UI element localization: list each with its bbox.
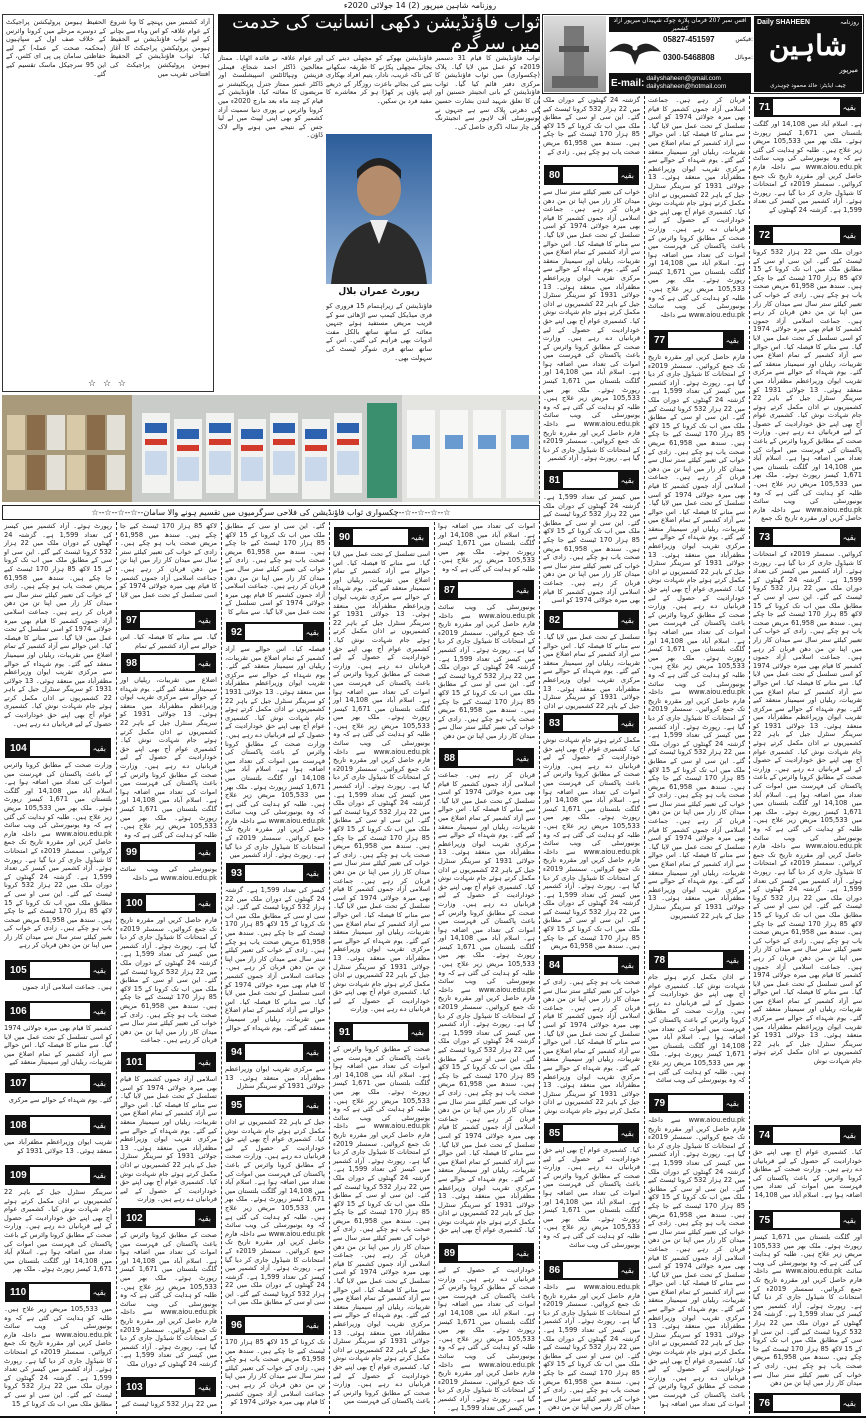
continued-box-103: [121, 1377, 216, 1397]
continued-box-80: [544, 165, 639, 185]
fax-number: 05827-451597: [663, 35, 715, 44]
logo-block: [754, 16, 862, 92]
goods-item: [107, 415, 125, 450]
continued-label: بقیہ: [195, 655, 214, 671]
continued-label: بقیہ: [723, 332, 742, 348]
column-text: کشمیر کا قیام بھی میرہ جولائی 1974 کو اسی تسلسل کے تحت عمل میں لایا گیا۔ سے منانے کا فیصلہ کیا۔ اس حوالے سے آزاد کشمیر کے تمام اضلاع میں تقریبات، ریلیاں اور سیمینار منعقد کیے: [4, 1024, 112, 1067]
column-text: تک کرونا کے 15 لاکھ 85 ہزار 170 ٹیسٹ کیے جا چکے ہیں۔ سندھ میں 61,958 مریض صحت یاب ہو چکے ہیں۔ زادی کے خواب کی تعبیر کیلئے ستر سال سے میدان کار زار میں اپنا تن من دھن قربان کر رہے ہیں۔ جماعت اسلامی آزاد جموں کشمیر کا قیام بھی میرہ جولائی 1974 کو: [225, 1338, 325, 1407]
continued-number: 109: [7, 1167, 30, 1183]
continued-box-108: [5, 1115, 111, 1135]
column-text: کیسز کی تعداد 1,599 ہے۔ گزشتہ 24 گھنٹوں کے دوران ملک میں 22 ہزار 532 کرونا ٹیسٹ کیے گئے۔ این سی او سی کے مطابق ملک میں اب تک کرونا کے 15 لاکھ 85 ہزار 170 ٹیسٹ کیے جا چکے ہیں۔ سندھ میں 61,958 مریض صحت یاب ہو چکے ہیں۔ زادی کے خواب کی تعبیر کیلئے ستر سال سے میدان کار زار میں اپنا تن من دھن قربان کر رہے ہیں۔ جماعت اسلامی آزاد جموں کشمیر کا قیام بھی میرہ جولائی 1974 کو اسی تسلسل کے تحت عمل میں لایا گیا۔ سے منانے کا فیصلہ کیا۔ اس حوالے سے آزاد کشمیر کے تمام اضلاع میں تقریبات، ریلیاں اور سیمینار منعقد کیے گئے۔ یوم شہداء کے حوالے: [225, 886, 325, 1032]
continued-label: بقیہ: [90, 1284, 109, 1300]
continued-label: بقیہ: [513, 1245, 532, 1261]
column-text: گیا۔ سے منانے کا فیصلہ کیا۔ اس حوالے سے آزاد کشمیر کے تمام: [120, 633, 217, 650]
continued-label: بقیہ: [303, 624, 322, 640]
lead-col-2: فاؤنڈیشن بھوکے کو مچھلی دینے کی بجائے مچھلی پکڑنے کا طریقہ سکھانے کی تاکہ غریب، نادار، یتیم افراد بھکاری بننے کی بجائے باعزت روزگار کے ذریعے اپنے پاؤں پر کھڑا ہو کر معاشرے کا مفید فرد بن سکیں۔: [326, 54, 432, 105]
column-text: نے اذان مکمل کرتے ہوئے جام شہادت نوش کیا۔ کشمیری عوام آج بھی اپنے حق خودارادیت کے حصول کے لیے قربانیاں دے رہے ہیں۔ وزارت صحت کے مطابق کرونا وائرس کے باعث پاکستان کی فہرست میں اموات کی تعداد میں اضافہ ہوا ہے۔ اسلام آباد میں 14,108 اور گلگت بلتستان میں 1,671 کیسز رپورٹ ہوئے۔ ملک بھر میں 105,533 مریض زیر علاج ہیں۔ طلبہ کو ہدایت کی گئی ہے کہ وہ یونیورسٹی کی ویب سائٹ: [648, 973, 745, 1085]
lead-col-3: اور عوام علاقہ نے فائدہ اٹھایا۔ ممتاز معالجین ڈاکٹر احمد شجاع، فیملی فزیشن وہپاٹائٹس اسپیشلسٹ اور ڈاکٹر عمیر ممتاز جنرل پریکٹیشنر نے مریضوں کا معائنہ کیا۔ فاؤنڈیشن کے قیام کے چند ماہ بعد مارچ 2020ء میں کرونا وائرس نے پوری دنیا سمیت آزاد کشمیر کو بھی اپنی لپیٹ میں لے لیا جس کے نتیجے میں ہونے والے لاک ڈاؤن۔: [218, 54, 323, 140]
column-text: دوران ملک میں 22 ہزار 532 کرونا ٹیسٹ کیے گئے۔ این سی او سی کے مطابق ملک میں اب تک کرونا کے 15 لاکھ 85 ہزار 170 ٹیسٹ کیے جا چکے ہیں۔ سندھ میں 61,958 مریض صحت یاب ہو چکے ہیں۔ زادی کے خواب کی تعبیر کیلئے ستر سال سے میدان کار زار میں اپنا تن من دھن قربان کر رہے ہیں۔ جماعت اسلامی آزاد جموں کشمیر کا قیام بھی میرہ جولائی 1974 کو اسی تسلسل کے تحت عمل میں لایا گیا۔ سے منانے کا فیصلہ کیا۔ اس حوالے سے آزاد کشمیر کے تمام اضلاع میں تقریبات، ریلیاں اور سیمینار منعقد کیے گئے۔ یوم شہداء کے حوالے سے مرکزی تقریب ایوان وزیراعظم مظفرآباد میں منعقد ہوئی۔ 13 جولائی 1931 کو سرینگر سنٹرل جیل کے باہر 22 کشمیریوں نے اذان مکمل کرتے ہوئے جام شہادت نوش کیا۔ کشمیری عوام آج بھی اپنے حق خودارادیت کے حصول کے لیے قربانیاں دے رہے ہیں۔ وزارت صحت کے مطابق کرونا وائرس کے باعث پاکستان کی فہرست میں اموات کی تعداد میں اضافہ ہوا ہے۔ اسلام آباد میں 14,108 اور گلگت بلتستان میں 1,671 کیسز رپورٹ ہوئے۔ ملک بھر میں 105,533 مریض زیر علاج ہیں۔ طلبہ کو ہدایت کی گئی ہے کہ وہ یونیورسٹی کی ویب سائٹ www.aiou.edu.pk سے داخلہ فارم حاصل کریں اور مقررہ تاریخ تک جمع: [753, 248, 863, 523]
column-text: اموات کی تعداد میں اضافہ ہوا ہے۔ اسلام آباد میں 14,108 اور گلگت بلتستان میں 1,671 کیسز رپورٹ ہوئے۔ ملک بھر میں 105,533 مریض زیر علاج ہیں۔ طلبہ کو ہدایت کی گئی ہے کہ وہ: [438, 522, 536, 573]
eagle-icon: [609, 37, 661, 69]
continued-label: بقیہ: [303, 1317, 322, 1333]
editor-line: چیف ایڈیٹر: خالد محمود چوہدری: [770, 83, 846, 89]
goods-item: [473, 410, 501, 498]
continued-box-93: [226, 863, 324, 883]
continued-box-73: [754, 527, 861, 547]
column-text: کیا۔ کشمیری عوام آج بھی اپنے حق خودارادیت کے حصول کے لیے قربانیاں دے رہے ہیں۔ وزارت صحت کے مطابق کرونا وائرس کے باعث پاکستان کی فہرست میں اموات کی تعداد میں اضافہ ہوا ہے۔ اسلام آباد میں 14,108 اور گلگت بلتستان میں 1,671 کیسز رپورٹ ہوئے۔ ملک بھر میں 105,533 مریض زیر علاج ہیں۔ طلبہ کو ہدایت کی گئی ہے کہ وہ یونیورسٹی کی ویب سائٹ: [543, 1146, 641, 1249]
continued-label: بقیہ: [303, 865, 322, 881]
continued-number: 96: [228, 1317, 245, 1333]
goods-item: [47, 455, 65, 490]
goods-item: [145, 439, 167, 445]
column-text: خواب کی تعبیر کیلئے ستر سال سے میدان کار زار میں اپنا تن من دھن قربان کر رہے ہیں۔ جماعت اسلامی آزاد جموں کشمیر کا قیام بھی میرہ جولائی 1974 کو اسی تسلسل کے تحت عمل میں لایا گیا۔ سے منانے کا فیصلہ کیا۔ اس حوالے سے آزاد کشمیر کے تمام اضلاع میں تقریبات، ریلیاں اور سیمینار منعقد کیے گئے۔ یوم شہداء کے حوالے سے مرکزی تقریب ایوان وزیراعظم مظفرآباد میں منعقد ہوئی۔ 13 جولائی 1931 کو سرینگر سنٹرل جیل کے باہر 22 کشمیریوں نے اذان مکمل کرتے ہوئے جام شہادت نوش کیا۔ کشمیری عوام آج بھی اپنے حق خودارادیت کے حصول کے لیے قربانیاں دے رہے ہیں۔ وزارت صحت کے مطابق کرونا وائرس کے باعث پاکستان کی فہرست میں اموات کی تعداد میں اضافہ ہوا ہے۔ اسلام آباد میں 14,108 اور گلگت بلتستان میں 1,671 کیسز رپورٹ ہوئے۔ ملک بھر میں 105,533 مریض زیر علاج ہیں۔ طلبہ کو ہدایت کی گئی ہے کہ وہ یونیورسٹی کی ویب سائٹ www.aiou.edu.pk سے داخلہ فارم حاصل کریں اور مقررہ تاریخ تک جمع کروائیں۔ سمسٹر 2019ء کے امتحانات کا شیڈول جاری کر دیا گیا ہے۔ رپورٹ ہوئے۔ آزاد کشمیر: [543, 188, 641, 463]
continued-number: 87: [441, 582, 458, 598]
continued-box-90: [334, 527, 429, 547]
office-address: آفس نمبر 207 فرمان پلازہ چوک شہیداں میرپور آزاد کشمیر: [609, 17, 751, 32]
continued-box-83: [544, 713, 639, 733]
column-text: ہے۔ اسلام آباد میں 14,108 اور گلگت بلتستان میں 1,671 کیسز رپورٹ ہوئے۔ ملک بھر میں 105,533 مریض زیر علاج ہیں۔ طلبہ کو ہدایت کی گئی ہے کہ وہ یونیورسٹی کی ویب سائٹ www.aiou.edu.pk سے داخلہ فارم حاصل کریں اور مقررہ تاریخ تک جمع کروائیں۔ سمسٹر 2019ء کے امتحانات کا شیڈول جاری کر دیا گیا ہے۔ رپورٹ ہوئے۔ آزاد کشمیر میں کیسز کی تعداد 1,599 ہے۔ گزشتہ 24 گھنٹوں کے: [753, 120, 863, 214]
continued-label: بقیہ: [195, 1210, 214, 1226]
column-text: کروائیں۔ سمسٹر 2019ء کے امتحانات کا شیڈول جاری کر دیا گیا ہے۔ رپورٹ ہوئے۔ آزاد کشمیر میں کیسز کی تعداد 1,599 ہے۔ گزشتہ 24 گھنٹوں کے دوران ملک میں 22 ہزار 532 کرونا ٹیسٹ کیے گئے۔ این سی او سی کے مطابق ملک میں اب تک کرونا کے 15 لاکھ 85 ہزار 170 ٹیسٹ کیے جا چکے ہیں۔ سندھ میں 61,958 مریض صحت یاب ہو چکے ہیں۔ زادی کے خواب کی تعبیر کیلئے ستر سال سے میدان کار زار میں اپنا تن من دھن قربان کر رہے ہیں۔ جماعت اسلامی آزاد جموں کشمیر کا قیام بھی میرہ جولائی 1974 کو اسی تسلسل کے تحت عمل میں لایا گیا۔ سے منانے کا فیصلہ کیا۔ اس حوالے سے آزاد کشمیر کے تمام اضلاع میں تقریبات، ریلیاں اور سیمینار منعقد کیے گئے۔ یوم شہداء کے حوالے سے مرکزی تقریب ایوان وزیراعظم مظفرآباد میں منعقد ہوئی۔ 13 جولائی 1931 کو سرینگر سنٹرل جیل کے باہر 22 کشمیریوں نے اذان مکمل کرتے ہوئے جام شہادت نوش کیا۔ کشمیری عوام آج بھی اپنے حق خودارادیت کے حصول کے لیے قربانیاں دے رہے ہیں۔ وزارت صحت کے مطابق کرونا وائرس کے باعث پاکستان کی فہرست میں اموات کی تعداد میں اضافہ ہوا ہے۔ اسلام آباد میں 14,108 اور گلگت بلتستان میں 1,671 کیسز رپورٹ ہوئے۔ ملک بھر میں 105,533 مریض زیر علاج ہیں۔ طلبہ کو ہدایت کی گئی ہے کہ وہ یونیورسٹی کی ویب سائٹ www.aiou.edu.pk سے داخلہ فارم حاصل کریں اور مقررہ تاریخ تک جمع کروائیں۔ سمسٹر 2019ء کے امتحانات کا شیڈول جاری کر دیا گیا ہے۔ رپورٹ ہوئے۔ آزاد کشمیر میں کیسز کی تعداد 1,599 ہے۔ گزشتہ 24 گھنٹوں کے دوران ملک میں 22 ہزار 532 کرونا ٹیسٹ کیے گئے۔ این سی او سی کے مطابق ملک میں اب تک کرونا کے 15 لاکھ 85 ہزار 170 ٹیسٹ کیے جا چکے ہیں۔ سندھ میں 61,958 مریض صحت یاب ہو چکے ہیں۔ زادی کے خواب کی تعبیر کیلئے ستر سال سے میدان کار زار میں اپنا تن من دھن قربان کر رہے ہیں۔ جماعت اسلامی آزاد جموں کشمیر کا قیام بھی میرہ جولائی 1974 کو اسی تسلسل کے تحت عمل میں لایا گیا۔ سے منانے کا فیصلہ کیا۔ اس حوالے سے آزاد کشمیر کے تمام اضلاع میں تقریبات، ریلیاں اور سیمینار منعقد کیے گئے۔ یوم شہداء کے حوالے سے مرکزی تقریب ایوان وزیراعظم مظفرآباد میں منعقد ہوئی۔ 13 جولائی 1931 کو سرینگر سنٹرل جیل کے باہر 22 کشمیریوں نے اذان مکمل کرتے ہوئے جام شہادت نوش: [753, 550, 863, 1066]
goods-item: [337, 439, 359, 445]
distribution-photos: [2, 395, 540, 502]
column-text: لاکھ 85 ہزار 170 ٹیسٹ کیے جا چکے ہیں۔ سندھ میں 61,958 مریض صحت یاب ہو چکے ہیں۔ زادی کے خواب کی تعبیر کیلئے ستر سال سے میدان کار زار میں اپنا تن من دھن قربان کر رہے ہیں۔ جماعت اسلامی آزاد جموں کشمیر کا قیام بھی میرہ جولائی 1974 کو اسی تسلسل کے تحت عمل میں لایا: [120, 522, 217, 599]
continued-box-109: [5, 1165, 111, 1185]
headline: ثواب فاؤنڈیشن دکھی انسانیت کی خدمت میں سرگرم: [232, 12, 540, 54]
continued-number: 102: [123, 1210, 146, 1226]
continued-number: 90: [336, 529, 353, 545]
goods-item: [27, 455, 45, 490]
goods-item: [367, 403, 397, 498]
continued-label: بقیہ: [90, 1167, 109, 1183]
continued-number: 93: [228, 865, 245, 881]
goods-item: [87, 415, 105, 450]
continued-number: 92: [228, 624, 245, 640]
page-bottom-rule: [0, 1416, 866, 1418]
continued-number: 98: [123, 655, 140, 671]
continued-label: بقیہ: [840, 529, 859, 545]
continued-label: بقیہ: [513, 750, 532, 766]
tagline: روزنامہ: [840, 19, 859, 26]
continued-label: بقیہ: [303, 1097, 322, 1113]
continued-box-110: [5, 1282, 111, 1302]
continued-number: 104: [7, 740, 30, 756]
continued-label: بقیہ: [90, 962, 109, 978]
column-text: www.aiou.edu.pk سے داخلہ فارم حاصل کریں اور مقررہ تاریخ تک جمع کروائیں۔ سمسٹر 2019ء کے امتحانات کا شیڈول جاری کر دیا گیا ہے۔ رپورٹ ہوئے۔ آزاد کشمیر میں کیسز کی تعداد 1,599 ہے۔ گزشتہ 24 گھنٹوں کے دوران ملک میں 22 ہزار 532 کرونا ٹیسٹ کیے گئے۔ این سی او سی کے مطابق ملک میں اب تک کرونا کے 15 لاکھ 85 ہزار 170 ٹیسٹ کیے جا چکے ہیں۔ سندھ میں 61,958 مریض صحت یاب ہو چکے ہیں۔ زادی کے خواب کی تعبیر کیلئے ستر سال سے میدان کار زار میں اپنا تن من دھن: [543, 1283, 640, 1412]
continued-box-78: [649, 950, 744, 970]
goods-item: [305, 457, 327, 481]
email-1[interactable]: dailyshaheen@gmail.com: [646, 75, 721, 82]
continued-label: بقیہ: [195, 895, 214, 911]
goods-item: [107, 455, 125, 490]
column-text: جیل کے باہر 22 کشمیریوں نے اذان مکمل کرتے ہوئے جام شہادت نوش کیا۔ کشمیری عوام آج بھی اپنے حق خودارادیت کے حصول کے لیے قربانیاں دے رہے ہیں۔ وزارت صحت کے مطابق کرونا وائرس کے باعث پاکستان کی فہرست میں اموات کی تعداد میں اضافہ ہوا ہے۔ اسلام آباد میں 14,108 اور گلگت بلتستان میں 1,671 کیسز رپورٹ ہوئے۔ ملک بھر میں 105,533 مریض زیر علاج ہیں۔ طلبہ کو ہدایت کی گئی ہے کہ وہ یونیورسٹی کی ویب سائٹ www.aiou.edu.pk سے داخلہ فارم حاصل کریں اور مقررہ تاریخ تک جمع کروائیں۔ سمسٹر 2019ء کے امتحانات کا شیڈول جاری کر دیا گیا ہے۔ رپورٹ ہوئے۔ آزاد کشمیر میں کیسز کی تعداد 1,599 ہے۔ گزشتہ 24 گھنٹوں کے دوران ملک میں 22 ہزار 532 کرونا ٹیسٹ کیے گئے۔ این سی او سی کے مطابق ملک میں اب: [225, 1118, 326, 1307]
continued-box-85: [544, 1123, 639, 1143]
continued-number: 71: [756, 99, 773, 115]
continued-number: 101: [123, 1054, 146, 1070]
goods-item: [209, 423, 231, 433]
continued-box-77: [649, 330, 744, 350]
continued-number: 88: [441, 750, 458, 766]
goods-item: [478, 435, 496, 449]
continued-label: بقیہ: [618, 957, 637, 973]
continued-label: بقیہ: [90, 1003, 109, 1019]
continued-number: 79: [651, 1095, 668, 1111]
continued-box-104: [5, 738, 111, 758]
goods-item: [177, 445, 199, 451]
goods-item: [177, 457, 199, 481]
reporter-name: عمران بلال: [338, 287, 389, 297]
continued-label: بقیہ: [840, 1127, 859, 1143]
continued-box-89: [439, 1243, 534, 1263]
column-text: صحت کے مطابق کرونا وائرس کے باعث پاکستان کی فہرست میں اموات کی تعداد میں اضافہ ہوا ہے۔ اسلام آباد میں 14,108 اور گلگت بلتستان میں 1,671 کیسز رپورٹ ہوئے۔ ملک بھر میں 105,533 مریض زیر علاج ہیں۔ طلبہ کو ہدایت کی گئی ہے کہ وہ یونیورسٹی کی ویب سائٹ www.aiou.edu.pk سے داخلہ فارم حاصل کریں اور مقررہ تاریخ تک جمع کروائیں۔ سمسٹر 2019ء کے امتحانات کا شیڈول جاری کر دیا گیا ہے۔ رپورٹ ہوئے۔ آزاد کشمیر میں کیسز کی تعداد 1,599 ہے۔ گزشتہ 24 گھنٹوں کے دوران ملک میں 22 ہزار 532 کرونا ٹیسٹ کیے گئے۔ این سی او سی کے مطابق ملک میں اب تک کرونا کے 15 لاکھ 85 ہزار 170 ٹیسٹ کیے جا چکے ہیں۔ سندھ میں 61,958 مریض صحت یاب ہو چکے ہیں۔ زادی کے خواب کی تعبیر کیلئے ستر سال سے میدان کار زار میں اپنا تن من دھن قربان کر رہے ہیں۔ جماعت اسلامی آزاد جموں کشمیر کا قیام بھی میرہ جولائی 1974 کو اسی تسلسل کے تحت عمل میں لایا گیا۔ سے منانے کا فیصلہ کیا۔ اس حوالے سے آزاد کشمیر کے تمام اضلاع میں تقریبات، ریلیاں اور سیمینار منعقد کیے گئے۔ یوم شہداء کے حوالے سے مرکزی تقریب ایوان وزیراعظم مظفرآباد میں منعقد ہوئی۔ 13 جولائی 1931 کو سرینگر سنٹرل جیل کے باہر 22 کشمیریوں نے اذان مکمل کرتے ہوئے جام شہادت نوش کیا۔ کشمیری عوام آج بھی اپنے حق خودارادیت کے حصول کے لیے قربانیاں دے رہے ہیں۔ وزارت صحت کے مطابق کرونا وائرس کے باعث پاکستان کی فہرست میں: [333, 1045, 431, 1406]
continued-number: 97: [123, 612, 140, 628]
column-text: فارم حاصل کریں اور مقررہ تاریخ تک جمع کروائیں۔ سمسٹر 2019ء کے امتحانات کا شیڈول جاری کر دیا گیا ہے۔ رپورٹ ہوئے۔ آزاد کشمیر میں کیسز کی تعداد 1,599 ہے۔ گزشتہ 24 گھنٹوں کے دوران ملک میں 22 ہزار 532 کرونا ٹیسٹ کیے گئے۔ این سی او سی کے مطابق ملک میں اب تک کرونا کے 15 لاکھ 85 ہزار 170 ٹیسٹ کیے جا چکے ہیں۔ سندھ میں 61,958 مریض صحت یاب ہو چکے ہیں۔ زادی کے خواب کی تعبیر کیلئے ستر سال سے میدان کار زار میں اپنا تن من دھن قربان کر رہے ہیں۔ جماعت: [120, 916, 217, 1045]
continued-number: 78: [651, 952, 668, 968]
continued-label: بقیہ: [723, 952, 742, 968]
goods-item: [145, 423, 167, 433]
left-story: [2, 14, 214, 392]
continued-box-76: [754, 1393, 861, 1413]
logo-city: میرپور: [839, 66, 858, 74]
continued-box-92: [226, 622, 324, 642]
left-story-col-1: آزاد کشمیر میں پہنچے کا وبا شروع کے عوام علاقہ کو اس وباء سے بچانے کے لیے ثواب فاؤنڈیشن نے الحفیظ ہیومن پروٹیکشن پراجیکٹ کا آغاز کیا۔ ثواب فاؤنڈیشن کے الحفیظ ہیومن پروٹیکشن پراجیکٹ کی افتتاحی تقریب میں: [110, 18, 210, 78]
continued-box-74: [754, 1125, 861, 1145]
continued-label: بقیہ: [408, 1024, 427, 1040]
goods-item: [7, 455, 25, 490]
column-text: خودارادیت کے حصول کے لیے قربانیاں دے رہے ہیں۔ وزارت صحت کے مطابق کرونا وائرس کے باعث پاکستان کی فہرست میں اموات کی تعداد میں اضافہ ہوا ہے۔ اسلام آباد میں 14,108 اور گلگت بلتستان میں 1,671 کیسز رپورٹ ہوئے۔ ملک بھر میں 105,533 مریض زیر علاج ہیں۔ طلبہ کو ہدایت کی گئی ہے کہ وہ یونیورسٹی کی ویب سائٹ www.aiou.edu.pk سے داخلہ فارم حاصل کریں اور مقررہ تاریخ تک جمع کروائیں۔ سمسٹر 2019ء کے امتحانات کا شیڈول جاری کر دیا گیا ہے۔ رپورٹ ہوئے۔ آزاد کشمیر میں کیسز کی تعداد 1,599 ہے۔: [438, 1266, 536, 1412]
continued-box-81: [544, 470, 639, 490]
column-text: اور گلگت بلتستان میں 1,671 کیسز رپورٹ ہوئے۔ ملک بھر میں 105,533 مریض زیر علاج ہیں۔ طلبہ کو ہدایت کی گئی ہے کہ وہ یونیورسٹی کی ویب سائٹ www.aiou.edu.pk سے داخلہ فارم حاصل کریں اور مقررہ تاریخ تک جمع کروائیں۔ سمسٹر 2019ء کے امتحانات کا شیڈول جاری کر دیا گیا ہے۔ رپورٹ ہوئے۔ آزاد کشمیر میں کیسز کی تعداد 1,599 ہے۔ گزشتہ 24 گھنٹوں کے دوران ملک میں 22 ہزار 532 کرونا ٹیسٹ کیے گئے۔ این سی او سی کے مطابق ملک میں اب تک کرونا کے 15 لاکھ 85 ہزار 170 ٹیسٹ کیے جا چکے ہیں۔ سندھ میں 61,958 مریض صحت یاب ہو چکے ہیں۔ زادی کے خواب کی تعبیر کیلئے ستر سال سے میدان کار زار میں اپنا تن من دھن: [753, 1233, 863, 1388]
column-text: اسی تسلسل کے تحت عمل میں لایا گیا۔ سے منانے کا فیصلہ کیا۔ اس حوالے سے آزاد کشمیر کے تمام اضلاع میں تقریبات، ریلیاں اور سیمینار منعقد کیے گئے۔ یوم شہداء کے حوالے سے مرکزی تقریب ایوان وزیراعظم مظفرآباد میں منعقد ہوئی۔ 13 جولائی 1931 کو سرینگر سنٹرل جیل کے باہر 22 کشمیریوں نے اذان مکمل کرتے ہوئے جام شہادت نوش کیا۔ کشمیری عوام آج بھی اپنے حق خودارادیت کے حصول کے لیے قربانیاں دے رہے ہیں۔ وزارت صحت کے مطابق کرونا وائرس کے باعث پاکستان کی فہرست میں اموات کی تعداد میں اضافہ ہوا ہے۔ اسلام آباد میں 14,108 اور گلگت بلتستان میں 1,671 کیسز رپورٹ ہوئے۔ ملک بھر میں 105,533 مریض زیر علاج ہیں۔ طلبہ کو ہدایت کی گئی ہے کہ وہ یونیورسٹی کی ویب سائٹ www.aiou.edu.pk سے داخلہ فارم حاصل کریں اور مقررہ تاریخ تک جمع کروائیں۔ سمسٹر 2019ء کے امتحانات کا شیڈول جاری کر دیا گیا ہے۔ رپورٹ ہوئے۔ آزاد کشمیر میں کیسز کی تعداد 1,599 ہے۔ گزشتہ 24 گھنٹوں کے دوران ملک میں 22 ہزار 532 کرونا ٹیسٹ کیے گئے۔ این سی او سی کے مطابق ملک میں اب تک کرونا کے 15 لاکھ 85 ہزار 170 ٹیسٹ کیے جا چکے ہیں۔ سندھ میں 61,958 مریض صحت یاب ہو چکے ہیں۔ زادی کے خواب کی تعبیر کیلئے ستر سال سے میدان کار زار میں اپنا تن من دھن قربان کر رہے ہیں۔ جماعت اسلامی آزاد جموں کشمیر کا قیام بھی میرہ جولائی 1974 کو اسی تسلسل کے تحت عمل میں لایا گیا۔ سے منانے کا فیصلہ کیا۔ اس حوالے سے آزاد کشمیر کے تمام اضلاع میں تقریبات، ریلیاں اور سیمینار منعقد کیے گئے۔ یوم شہداء کے حوالے سے مرکزی تقریب ایوان وزیراعظم مظفرآباد میں منعقد ہوئی۔ 13 جولائی 1931 کو سرینگر سنٹرل جیل کے باہر 22 کشمیریوں نے اذان مکمل کرتے ہوئے جام شہادت نوش کیا۔ کشمیری عوام آج بھی اپنے حق خودارادیت کے حصول کے لیے قربانیاں دے رہے ہیں۔ وزارت: [333, 550, 431, 1014]
continued-number: 81: [546, 472, 563, 488]
column-text: قربان کر رہے ہیں۔ جماعت اسلامی آزاد جموں کشمیر کا قیام بھی میرہ جولائی 1974 کو اسی تسلسل کے تحت عمل میں لایا گیا۔ سے منانے کا فیصلہ کیا۔ اس حوالے سے آزاد کشمیر کے تمام اضلاع میں تقریبات، ریلیاں اور سیمینار منعقد کیے گئے۔ یوم شہداء کے حوالے سے مرکزی تقریب ایوان وزیراعظم مظفرآباد میں منعقد ہوئی۔ 13 جولائی 1931 کو سرینگر سنٹرل جیل کے باہر 22 کشمیریوں نے اذان مکمل کرتے ہوئے جام شہادت نوش کیا۔ کشمیری عوام آج بھی اپنے حق خودارادیت کے حصول کے لیے قربانیاں دے رہے ہیں۔ وزارت صحت کے مطابق کرونا وائرس کے باعث پاکستان کی فہرست میں اموات کی تعداد میں اضافہ ہوا ہے۔ اسلام آباد میں 14,108 اور گلگت بلتستان میں 1,671 کیسز رپورٹ ہوئے۔ ملک بھر میں 105,533 مریض زیر علاج ہیں۔ طلبہ کو ہدایت کی گئی ہے کہ وہ یونیورسٹی کی ویب سائٹ www.aiou.edu.pk سے داخلہ: [648, 96, 746, 319]
continued-box-75: [754, 1210, 861, 1230]
column-text: گئے۔ یوم شہداء کے حوالے سے مرکزی: [8, 1096, 112, 1104]
goods-item: [87, 455, 105, 490]
column-text: ہیں۔ جماعت اسلامی آزاد جموں: [22, 983, 112, 991]
goods-item: [241, 445, 263, 451]
continued-number: 74: [756, 1127, 773, 1143]
continued-box-86: [544, 1260, 639, 1280]
continued-label: بقیہ: [840, 1395, 859, 1411]
goods-item: [506, 410, 534, 498]
continued-label: بقیہ: [408, 529, 427, 545]
continued-number: 86: [546, 1262, 563, 1278]
dateline: روزنامہ شاہین میرپور (2) 14 جولائی 2020ء: [343, 1, 497, 10]
continued-number: 77: [651, 332, 668, 348]
continued-number: 72: [756, 227, 773, 243]
continued-box-99: [121, 842, 216, 862]
continued-label: بقیہ: [840, 227, 859, 243]
continued-box-71: [754, 97, 861, 117]
goods-item: [241, 457, 263, 481]
continued-number: 89: [441, 1245, 458, 1261]
column-text: تقریب ایوان وزیراعظم مظفرآباد میں منعقد ہوئی۔ 13 جولائی 1931 کو: [4, 1138, 112, 1155]
continued-label: بقیہ: [513, 582, 532, 598]
continued-box-97: [121, 610, 216, 630]
continued-label: بقیہ: [618, 167, 637, 183]
masthead: [542, 14, 864, 94]
continued-number: 85: [546, 1125, 563, 1141]
email-2[interactable]: dailyshaheen@hotmail.com: [646, 83, 727, 90]
continued-number: 100: [123, 895, 146, 911]
goods-item: [273, 451, 295, 475]
goods-item: [273, 423, 295, 433]
mobile-number: 0300-5468808: [663, 53, 715, 62]
continued-box-98: [121, 653, 216, 673]
monument-photo: [544, 16, 606, 92]
continued-label: بقیہ: [723, 1095, 742, 1111]
continued-label: بقیہ: [90, 740, 109, 756]
goods-item: [407, 410, 435, 498]
column-text: تسلسل کے تحت عمل میں لایا گیا۔ سے منانے کا فیصلہ کیا۔ اس حوالے سے آزاد کشمیر کے تمام اضلاع میں تقریبات، ریلیاں اور سیمینار منعقد کیے گئے۔ یوم شہداء کے حوالے سے مرکزی تقریب ایوان وزیراعظم مظفرآباد میں منعقد ہوئی۔ 13 جولائی 1931 کو سرینگر سنٹرل جیل کے باہر 22 کشمیریوں نے اذان: [543, 633, 640, 710]
continued-number: 95: [228, 1097, 245, 1113]
column-text: رپورٹ ہوئے۔ آزاد کشمیر میں کیسز کی تعداد 1,599 ہے۔ گزشتہ 24 گھنٹوں کے دوران ملک میں 22 ہزار 532 کرونا ٹیسٹ کیے گئے۔ این سی او سی کے مطابق ملک میں اب تک کرونا کے 15 لاکھ 85 ہزار 170 ٹیسٹ کیے جا چکے ہیں۔ سندھ میں 61,958 مریض صحت یاب ہو چکے ہیں۔ زادی کے خواب کی تعبیر کیلئے ستر سال سے میدان کار زار میں اپنا تن من دھن قربان کر رہے ہیں۔ جماعت اسلامی آزاد جموں کشمیر کا قیام بھی میرہ جولائی 1974 کو اسی تسلسل کے تحت عمل میں لایا گیا۔ سے منانے کا فیصلہ کیا۔ اس حوالے سے آزاد کشمیر کے تمام اضلاع میں تقریبات، ریلیاں اور سیمینار منعقد کیے گئے۔ یوم شہداء کے حوالے سے مرکزی تقریب ایوان وزیراعظم مظفرآباد میں منعقد ہوئی۔ 13 جولائی 1931 کو سرینگر سنٹرل جیل کے باہر 22 کشمیریوں نے اذان مکمل کرتے ہوئے جام شہادت نوش کیا۔ کشمیری عوام آج بھی اپنے حق خودارادیت کے حصول کے لیے قربانیاں دے رہے ہیں۔: [4, 522, 113, 728]
goods-item: [511, 435, 529, 449]
column-text: یونیورسٹی کی ویب سائٹ www.aiou.edu.pk سے داخلہ: [120, 865, 217, 882]
logo-title: شاہین: [768, 29, 848, 62]
continued-label: بقیہ: [195, 612, 214, 628]
column-text: قربان کر رہے ہیں۔ جماعت اسلامی آزاد جموں کشمیر کا قیام بھی میرہ جولائی 1974 کو اسی تسلسل کے تحت عمل میں لایا گیا۔ سے منانے کا فیصلہ کیا۔ اس حوالے سے آزاد کشمیر کے تمام اضلاع میں تقریبات، ریلیاں اور سیمینار منعقد کیے گئے۔ یوم شہداء کے حوالے سے مرکزی تقریب ایوان وزیراعظم مظفرآباد میں منعقد ہوئی۔ 13 جولائی 1931 کو سرینگر سنٹرل جیل کے باہر 22 کشمیریوں نے اذان مکمل کرتے ہوئے جام شہادت نوش کیا۔ کشمیری عوام آج بھی اپنے حق خودارادیت کے حصول کے لیے قربانیاں دے رہے ہیں۔ وزارت صحت کے مطابق کرونا وائرس کے باعث پاکستان کی فہرست میں اموات کی تعداد میں اضافہ ہوا ہے۔ اسلام آباد میں 14,108 اور گلگت بلتستان میں 1,671 کیسز رپورٹ ہوئے۔ ملک بھر میں 105,533 مریض زیر علاج ہیں۔ طلبہ کو ہدایت کی گئی ہے کہ وہ یونیورسٹی کی ویب سائٹ www.aiou.edu.pk سے داخلہ فارم حاصل کریں اور مقررہ تاریخ تک جمع کروائیں۔ سمسٹر 2019ء کے امتحانات کا شیڈول جاری کر دیا گیا ہے۔ رپورٹ ہوئے۔ آزاد کشمیر میں کیسز کی تعداد 1,599 ہے۔ گزشتہ 24 گھنٹوں کے دوران ملک میں 22 ہزار 532 کرونا ٹیسٹ کیے گئے۔ این سی او سی کے مطابق ملک میں اب تک کرونا کے 15 لاکھ 85 ہزار 170 ٹیسٹ کیے جا چکے ہیں۔ سندھ میں 61,958 مریض صحت یاب ہو چکے ہیں۔ زادی کے خواب کی تعبیر کیلئے ستر سال سے میدان کار زار میں اپنا تن من دھن قربان کر رہے ہیں۔ جماعت اسلامی آزاد جموں کشمیر کا قیام بھی میرہ جولائی 1974 کو اسی تسلسل کے تحت عمل میں لایا گیا۔ سے منانے کا فیصلہ کیا۔ اس حوالے سے آزاد کشمیر کے تمام اضلاع میں تقریبات، ریلیاں اور سیمینار منعقد کیے گئے۔ یوم شہداء کے حوالے سے مرکزی تقریب ایوان وزیراعظم مظفرآباد میں منعقد ہوئی۔ 13 جولائی 1931 کو سرینگر سنٹرل جیل کے باہر 22 کشمیریوں نے اذان مکمل کرتے ہوئے جام شہادت نوش کیا۔ کشمیری عوام آج بھی اپنے حق: [438, 771, 536, 1235]
column-text: اسلامی آزاد جموں کشمیر کا قیام بھی میرہ جولائی 1974 کو اسی تسلسل کے تحت عمل میں لایا گیا۔ سے منانے کا فیصلہ کیا۔ اس حوالے سے آزاد کشمیر کے تمام اضلاع میں تقریبات، ریلیاں اور سیمینار منعقد کیے گئے۔ یوم شہداء کے حوالے سے مرکزی تقریب ایوان وزیراعظم مظفرآباد میں منعقد ہوئی۔ 13 جولائی 1931 کو سرینگر سنٹرل جیل کے باہر 22 کشمیریوں نے اذان مکمل کرتے ہوئے جام شہادت نوش کیا۔ کشمیری عوام آج بھی اپنے حق خودارادیت کے حصول کے لیے قربانیاں دے رہے ہیں۔ وزارت: [120, 1075, 217, 1204]
column-text: میں 105,533 مریض زیر علاج ہیں۔ طلبہ کو ہدایت کی گئی ہے کہ وہ یونیورسٹی کی ویب سائٹ www.aiou.edu.pk سے داخلہ فارم حاصل کریں اور مقررہ تاریخ تک جمع کروائیں۔ سمسٹر 2019ء کے امتحانات کا شیڈول جاری کر دیا گیا ہے۔ رپورٹ ہوئے۔ آزاد کشمیر میں کیسز کی تعداد 1,599 ہے۔ گزشتہ 24 گھنٹوں کے دوران ملک میں 22 ہزار 532 کرونا ٹیسٹ کیے گئے۔ این سی او سی کے مطابق ملک میں اب تک کرونا کے 15: [4, 1305, 113, 1408]
continued-box-95: [226, 1095, 324, 1115]
goods-item: [337, 451, 359, 475]
lead-col-4: فاؤنڈیشن کے زیراہتمام 15 فروری کو فری میڈیکل کیمپ سے اڑھائی سو کے قریب مریض مستفید ہوئے جنہیں معائنہ کے ساتھ ساتھ بالکل مفت ادویات بھی فراہم کی گئیں۔ اس کے ساتھ ساتھ فری شوگر ٹیسٹ کی سہولت بھی۔: [326, 302, 432, 362]
goods-item: [412, 435, 430, 449]
column-text: گزشتہ 24 گھنٹوں کے دوران ملک میں 22 ہزار 532 کرونا ٹیسٹ کیے گئے۔ این سی او سی کے مطابق ملک میں اب تک کرونا کے 15 لاکھ 85 ہزار 170 ٹیسٹ کیے جا چکے ہیں۔ سندھ میں 61,958 مریض صحت یاب ہو چکے ہیں۔ زادی کے: [543, 96, 640, 156]
continued-box-82: [544, 610, 639, 630]
goods-item: [273, 439, 295, 445]
continued-box-102: [121, 1208, 216, 1228]
reporter-photo: [326, 134, 432, 284]
continued-box-105: [5, 960, 111, 980]
reporter-portrait-icon: [326, 134, 432, 284]
continued-label: بقیہ: [840, 1212, 859, 1228]
continued-number: 110: [7, 1284, 29, 1300]
goods-item: [27, 415, 45, 450]
continued-label: بقیہ: [303, 1044, 322, 1060]
goods-item: [209, 439, 231, 445]
continued-box-72: [754, 225, 861, 245]
goods-item: [47, 415, 65, 450]
mobile-label: موبائل:: [734, 54, 753, 61]
column-text: گئے۔ این سی او سی کے مطابق ملک میں اب تک کرونا کے 15 لاکھ 85 ہزار 170 ٹیسٹ کیے جا چکے ہیں۔ سندھ میں 61,958 مریض صحت یاب ہو چکے ہیں۔ زادی کے خواب کی تعبیر کیلئے ستر سال سے میدان کار زار میں اپنا تن من دھن قربان کر رہے ہیں۔ جماعت اسلامی آزاد جموں کشمیر کا قیام بھی میرہ جولائی 1974 کو اسی تسلسل کے تحت عمل میں لایا گیا۔ سے منانے کا: [225, 522, 326, 616]
headline-bar: [218, 14, 540, 52]
goods-item: [7, 415, 25, 450]
lead-col-1: ثواب فاؤنڈیشن کا قیام 31 دسمبر 2019ء کو عمل میں لایا گیا۔ پلاک (چکسواری) میں ثواب فاؤنڈیشن کا مرکزی دفتر قائم کیا گیا۔ ثواب فاؤنڈیشن کے بانی انجینئر حسنین اور ان کا تعلق شہید لندن بشارت حسین کی دھرتی پلاک سے ہے جنہوں نے یونیورسٹی آف لاہور سے انجینئرنگ کی چار سالہ ڈگری حاصل کی۔: [435, 54, 540, 131]
continued-label: بقیہ: [840, 99, 859, 115]
column-text: یونیورسٹی کی ویب سائٹ www.aiou.edu.pk سے داخلہ فارم حاصل کریں اور مقررہ تاریخ تک جمع کروائیں۔ سمسٹر 2019ء کے امتحانات کا شیڈول جاری کر دیا گیا ہے۔ رپورٹ ہوئے۔ آزاد کشمیر میں کیسز کی تعداد 1,599 ہے۔ گزشتہ 24 گھنٹوں کے دوران ملک میں 22 ہزار 532 کرونا ٹیسٹ کیے گئے۔ این سی او سی کے مطابق ملک میں اب تک کرونا کے 15 لاکھ 85 ہزار 170 ٹیسٹ کیے جا چکے ہیں۔ سندھ میں 61,958 مریض صحت یاب ہو چکے ہیں۔ زادی کے خواب کی تعبیر کیلئے ستر سال سے میدان کار زار میں اپنا تن من دھن: [438, 603, 535, 740]
column-text: صحت یاب ہو چکے ہیں۔ زادی کے خواب کی تعبیر کیلئے ستر سال سے میدان کار زار میں اپنا تن من دھن قربان کر رہے ہیں۔ جماعت اسلامی آزاد جموں کشمیر کا قیام بھی میرہ جولائی 1974 کو اسی تسلسل کے تحت عمل میں لایا گیا۔ سے منانے کا فیصلہ کیا۔ اس حوالے سے آزاد کشمیر کے تمام اضلاع میں تقریبات، ریلیاں اور سیمینار منعقد کیے گئے۔ یوم شہداء کے حوالے سے مرکزی تقریب ایوان وزیراعظم مظفرآباد میں منعقد ہوئی۔ 13 جولائی 1931 کو سرینگر سنٹرل جیل کے باہر 22 کشمیریوں نے اذان مکمل کرتے ہوئے جام شہادت نوش: [543, 978, 640, 1115]
continued-box-87: [439, 580, 534, 600]
continued-box-107: [5, 1073, 111, 1093]
continued-label: بقیہ: [618, 715, 637, 731]
goods-item: [445, 435, 463, 449]
continued-number: 75: [756, 1212, 773, 1228]
goods-item: [145, 451, 167, 475]
reporter-label: رپورٹ: [391, 287, 420, 297]
english-logo: Daily SHAHEEN: [757, 19, 810, 26]
column-text: سے مرکزی تقریب ایوان وزیراعظم مظفرآباد میں منعقد ہوئی۔ 13 جولائی 1931 کو سرینگر سنٹرل: [225, 1065, 325, 1091]
lead-story: [218, 54, 540, 392]
column-text: مکمل کرتے ہوئے جام شہادت نوش کیا۔ کشمیری عوام آج بھی اپنے حق خودارادیت کے حصول کے لیے قربانیاں دے رہے ہیں۔ وزارت صحت کے مطابق کرونا وائرس کے باعث پاکستان کی فہرست میں اموات کی تعداد میں اضافہ ہوا ہے۔ اسلام آباد میں 14,108 اور گلگت بلتستان میں 1,671 کیسز رپورٹ ہوئے۔ ملک بھر میں 105,533 مریض زیر علاج ہیں۔ طلبہ کو ہدایت کی گئی ہے کہ وہ یونیورسٹی کی ویب سائٹ www.aiou.edu.pk سے داخلہ فارم حاصل کریں اور مقررہ تاریخ تک جمع کروائیں۔ سمسٹر 2019ء کے امتحانات کا شیڈول جاری کر دیا گیا ہے۔ رپورٹ ہوئے۔ آزاد کشمیر میں کیسز کی تعداد 1,599 ہے۔ گزشتہ 24 گھنٹوں کے دوران ملک میں 22 ہزار 532 کرونا ٹیسٹ کیے گئے۔ این سی او سی کے مطابق ملک میں اب تک کرونا کے 15 لاکھ 85 ہزار 170 ٹیسٹ کیے جا چکے ہیں۔ سندھ میں 61,958 مریض: [543, 736, 641, 951]
continued-number: 83: [546, 715, 563, 731]
end-marks: ☆ ☆ ☆: [88, 379, 128, 389]
continued-number: 106: [7, 1003, 30, 1019]
continued-number: 94: [228, 1044, 245, 1060]
goods-item: [305, 429, 327, 439]
column-text: کیا۔ کشمیری عوام آج بھی اپنے حق خودارادیت کے حصول کے لیے قربانیاں دے رہے ہیں۔ وزارت صحت کے مطابق کرونا وائرس کے باعث پاکستان کی فہرست میں اموات کی تعداد میں اضافہ ہوا ہے۔ اسلام آباد میں 14,108: [753, 1148, 862, 1199]
column-text: فارم حاصل کریں اور مقررہ تاریخ تک جمع کروائیں۔ سمسٹر 2019ء کے امتحانات کا شیڈول جاری کر دیا گیا ہے۔ رپورٹ ہوئے۔ آزاد کشمیر میں کیسز کی تعداد 1,599 ہے۔ گزشتہ 24 گھنٹوں کے دوران ملک میں 22 ہزار 532 کرونا ٹیسٹ کیے گئے۔ این سی او سی کے مطابق ملک میں اب تک کرونا کے 15 لاکھ 85 ہزار 170 ٹیسٹ کیے جا چکے ہیں۔ سندھ میں 61,958 مریض صحت یاب ہو چکے ہیں۔ زادی کے خواب کی تعبیر کیلئے ستر سال سے میدان کار زار میں اپنا تن من دھن قربان کر رہے ہیں۔ جماعت اسلامی آزاد جموں کشمیر کا قیام بھی میرہ جولائی 1974 کو اسی تسلسل کے تحت عمل میں لایا گیا۔ سے منانے کا فیصلہ کیا۔ اس حوالے سے آزاد کشمیر کے تمام اضلاع میں تقریبات، ریلیاں اور سیمینار منعقد کیے گئے۔ یوم شہداء کے حوالے سے مرکزی تقریب ایوان وزیراعظم مظفرآباد میں منعقد ہوئی۔ 13 جولائی 1931 کو سرینگر سنٹرل جیل کے باہر 22 کشمیریوں نے اذان مکمل کرتے ہوئے جام شہادت نوش کیا۔ کشمیری عوام آج بھی اپنے حق خودارادیت کے حصول کے لیے قربانیاں دے رہے ہیں۔ وزارت صحت کے مطابق کرونا وائرس کے باعث پاکستان کی فہرست میں اموات کی تعداد میں اضافہ ہوا ہے۔ اسلام آباد میں 14,108 اور گلگت بلتستان میں 1,671 کیسز رپورٹ ہوئے۔ ملک بھر میں 105,533 مریض زیر علاج ہیں۔ طلبہ کو ہدایت کی گئی ہے کہ وہ یونیورسٹی کی ویب سائٹ www.aiou.edu.pk سے داخلہ فارم حاصل کریں اور مقررہ تاریخ تک جمع کروائیں۔ سمسٹر 2019ء کے امتحانات کا شیڈول جاری کر دیا گیا ہے۔ رپورٹ ہوئے۔ آزاد کشمیر میں کیسز کی تعداد 1,599 ہے۔ گزشتہ 24 گھنٹوں کے دوران ملک میں 22 ہزار 532 کرونا ٹیسٹ کیے گئے۔ این سی او سی کے مطابق ملک میں اب تک کرونا کے 15 لاکھ 85 ہزار 170 ٹیسٹ کیے جا چکے ہیں۔ سندھ میں 61,958 مریض صحت یاب ہو چکے ہیں۔ زادی کے خواب کی تعبیر کیلئے ستر سال سے میدان کار زار میں اپنا تن من دھن قربان کر رہے ہیں۔ جماعت اسلامی آزاد جموں کشمیر کا قیام بھی میرہ جولائی 1974 کو اسی تسلسل کے تحت عمل میں لایا گیا۔ سے منانے کا فیصلہ کیا۔ اس حوالے سے آزاد کشمیر کے تمام اضلاع میں تقریبات، ریلیاں اور سیمینار منعقد کیے گئے۔ یوم شہداء کے حوالے سے مرکزی تقریب ایوان وزیراعظم مظفرآباد میں منعقد ہوئی۔ 13 جولائی 1931 کو سرینگر سنٹرل جیل کے باہر 22 کشمیریوں: [648, 353, 746, 920]
continued-box-100: [121, 893, 216, 913]
continued-box-88: [439, 748, 534, 768]
continued-label: بقیہ: [195, 1379, 214, 1395]
goods-item: [67, 415, 85, 450]
photo-banner-text: ☆--☆--☆--☆--چکسواری ثواب فاؤنڈیشن کی فلاحی سرگرمیوں میں تقسیم ہونے والا سامان--☆--☆--☆--☆: [91, 508, 451, 517]
continued-box-106: [5, 1001, 111, 1021]
continued-number: 99: [123, 844, 140, 860]
continued-label: بقیہ: [618, 472, 637, 488]
fax-label: فیکس:: [735, 36, 753, 43]
continued-number: 76: [756, 1395, 773, 1411]
goods-item: [440, 410, 468, 498]
continued-label: بقیہ: [195, 1054, 214, 1070]
column-text: صحت کے مطابق کرونا وائرس کے باعث پاکستان کی فہرست میں اموات کی تعداد میں اضافہ ہوا ہے۔ اسلام آباد میں 14,108 اور گلگت بلتستان میں 1,671 کیسز رپورٹ ہوئے۔ ملک بھر میں 105,533 مریض زیر علاج ہیں۔ طلبہ کو ہدایت کی گئی ہے کہ وہ یونیورسٹی کی ویب سائٹ www.aiou.edu.pk سے داخلہ فارم حاصل کریں اور مقررہ تاریخ تک جمع کروائیں۔ سمسٹر 2019ء کے امتحانات کا شیڈول جاری کر دیا گیا ہے۔ رپورٹ ہوئے۔ آزاد کشمیر میں کیسز کی تعداد 1,599 ہے۔ گزشتہ 24 گھنٹوں کے دوران ملک: [120, 1231, 218, 1368]
continued-label: بقیہ: [618, 1262, 637, 1278]
continued-box-94: [226, 1042, 324, 1062]
continued-number: 73: [756, 529, 773, 545]
column-text: فیصلہ کیا۔ اس حوالے سے آزاد کشمیر کے تمام اضلاع میں تقریبات، ریلیاں اور سیمینار منعقد کیے گئے۔ یوم شہداء کے حوالے سے مرکزی تقریب ایوان وزیراعظم مظفرآباد میں منعقد ہوئی۔ 13 جولائی 1931 کو سرینگر سنٹرل جیل کے باہر 22 کشمیریوں نے اذان مکمل کرتے ہوئے جام شہادت نوش کیا۔ کشمیری عوام آج بھی اپنے حق خودارادیت کے حصول کے لیے قربانیاں دے رہے ہیں۔ وزارت صحت کے مطابق کرونا وائرس کے باعث پاکستان کی فہرست میں اموات کی تعداد میں اضافہ ہوا ہے۔ اسلام آباد میں 14,108 اور گلگت بلتستان میں 1,671 کیسز رپورٹ ہوئے۔ ملک بھر میں 105,533 مریض زیر علاج ہیں۔ طلبہ کو ہدایت کی گئی ہے کہ وہ یونیورسٹی کی ویب سائٹ www.aiou.edu.pk سے داخلہ فارم حاصل کریں اور مقررہ تاریخ تک جمع کروائیں۔ سمسٹر 2019ء کے امتحانات کا شیڈول جاری کر دیا گیا ہے۔ رپورٹ ہوئے۔ آزاد کشمیر میں: [225, 645, 326, 860]
column-text: اضلاع میں تقریبات، ریلیاں اور سیمینار منعقد کیے گئے۔ یوم شہداء کے حوالے سے مرکزی تقریب ایوان وزیراعظم مظفرآباد میں منعقد ہوئی۔ 13 جولائی 1931 کو سرینگر سنٹرل جیل کے باہر 22 کشمیریوں نے اذان مکمل کرتے ہوئے جام شہادت نوش کیا۔ کشمیری عوام آج بھی اپنے حق خودارادیت کے حصول کے لیے قربانیاں دے رہے ہیں۔ وزارت صحت کے مطابق کرونا وائرس کے باعث پاکستان کی فہرست میں اموات کی تعداد میں اضافہ ہوا ہے۔ اسلام آباد میں 14,108 اور گلگت بلتستان میں 1,671 کیسز رپورٹ ہوئے۔ ملک بھر میں 105,533 مریض زیر علاج ہیں۔ طلبہ کو ہدایت کی گئی ہے کہ وہ: [120, 676, 218, 839]
column-text: میں کیسز کی تعداد 1,599 ہے۔ گزشتہ 24 گھنٹوں کے دوران ملک میں 22 ہزار 532 کرونا ٹیسٹ کیے گئے۔ این سی او سی کے مطابق ملک میں اب تک کرونا کے 15 لاکھ 85 ہزار 170 ٹیسٹ کیے جا چکے ہیں۔ سندھ میں 61,958 مریض صحت یاب ہو چکے ہیں۔ زادی کے خواب کی تعبیر کیلئے ستر سال سے میدان کار زار میں اپنا تن من دھن قربان کر رہے ہیں۔ جماعت اسلامی آزاد جموں کشمیر کا قیام بھی میرہ جولائی 1974 کو اسی: [543, 493, 640, 605]
continued-number: 105: [7, 962, 30, 978]
column-text: سرینگر سنٹرل جیل کے باہر 22 کشمیریوں نے اذان مکمل کرتے ہوئے جام شہادت نوش کیا۔ کشمیری عوام آج بھی اپنے حق خودارادیت کے حصول کے لیے قربانیاں دے رہے ہیں۔ وزارت صحت کے مطابق کرونا وائرس کے باعث پاکستان کی فہرست میں اموات کی تعداد میں اضافہ ہوا ہے۔ اسلام آباد میں 14,108 اور گلگت بلتستان میں 1,671 کیسز رپورٹ ہوئے۔ ملک بھر: [4, 1188, 112, 1274]
continued-number: 103: [123, 1379, 146, 1395]
continued-box-91: [334, 1022, 429, 1042]
goods-item: [177, 429, 199, 439]
continued-label: بقیہ: [618, 612, 637, 628]
column-text: www.aiou.edu.pk سے داخلہ فارم حاصل کریں اور مقررہ تاریخ تک جمع کروائیں۔ سمسٹر 2019ء کے امتحانات کا شیڈول جاری کر دیا گیا ہے۔ رپورٹ ہوئے۔ آزاد کشمیر میں کیسز کی تعداد 1,599 ہے۔ گزشتہ 24 گھنٹوں کے دوران ملک میں 22 ہزار 532 کرونا ٹیسٹ کیے گئے۔ این سی او سی کے مطابق ملک میں اب تک کرونا کے 15 لاکھ 85 ہزار 170 ٹیسٹ کیے جا چکے ہیں۔ سندھ میں 61,958 مریض صحت یاب ہو چکے ہیں۔ زادی کے خواب کی تعبیر کیلئے ستر سال سے میدان کار زار میں اپنا تن من دھن قربان کر رہے ہیں۔ جماعت اسلامی آزاد جموں کشمیر کا قیام بھی میرہ جولائی 1974 کو اسی تسلسل کے تحت عمل میں لایا گیا۔ سے منانے کا فیصلہ کیا۔ اس حوالے سے آزاد کشمیر کے تمام اضلاع میں تقریبات، ریلیاں اور سیمینار منعقد کیے گئے۔ یوم شہداء کے حوالے سے مرکزی تقریب ایوان وزیراعظم مظفرآباد میں منعقد ہوئی۔ 13 جولائی 1931 کو سرینگر سنٹرل جیل کے باہر 22 کشمیریوں نے اذان مکمل کرتے ہوئے جام شہادت نوش کیا۔ کشمیری عوام آج بھی اپنے حق خودارادیت کے حصول کے لیے قربانیاں دے رہے ہیں۔ وزارت صحت کے مطابق کرونا وائرس کے باعث پاکستان کی فہرست میں اموات کی تعداد میں اضافہ ہوا: [648, 1116, 745, 1408]
goods-item: [337, 423, 359, 433]
left-story-col-2: الحفیظ ہیومن پروٹیکشن پراجیکٹ کے دوسرے مرحلے میں کرونا وائرس کے خلاف صف اول کے سپاہیوں (محکمہ صحت کے عملہ) کے لیے حفاظتی سامان پی پی ای کٹس، کے این 95 سرجیکل ماسک تقسیم کیے گئے۔: [6, 18, 106, 78]
continued-label: بقیہ: [618, 1125, 637, 1141]
continued-box-79: [649, 1093, 744, 1113]
goods-item: [241, 429, 263, 439]
continued-number: 82: [546, 612, 563, 628]
goods-item: [305, 445, 327, 451]
column-text: میں 22 ہزار 532 کرونا ٹیسٹ کیے: [121, 1400, 217, 1408]
continued-label: بقیہ: [90, 1117, 109, 1133]
continued-number: 108: [7, 1117, 30, 1133]
continued-number: 91: [336, 1024, 353, 1040]
column-text: وزارت صحت کے مطابق کرونا وائرس کے باعث پاکستان کی فہرست میں اموات کی تعداد میں اضافہ ہوا ہے۔ اسلام آباد میں 14,108 اور گلگت بلتستان میں 1,671 کیسز رپورٹ ہوئے۔ ملک بھر میں 105,533 مریض زیر علاج ہیں۔ طلبہ کو ہدایت کی گئی ہے کہ وہ یونیورسٹی کی ویب سائٹ www.aiou.edu.pk سے داخلہ فارم حاصل کریں اور مقررہ تاریخ تک جمع کروائیں۔ سمسٹر 2019ء کے امتحانات کا شیڈول جاری کر دیا گیا ہے۔ رپورٹ ہوئے۔ آزاد کشمیر میں کیسز کی تعداد 1,599 ہے۔ گزشتہ 24 گھنٹوں کے دوران ملک میں 22 ہزار 532 کرونا ٹیسٹ کیے گئے۔ این سی او سی کے مطابق ملک میں اب تک کرونا کے 15 لاکھ 85 ہزار 170 ٹیسٹ کیے جا چکے ہیں۔ سندھ میں 61,958 مریض صحت یاب ہو چکے ہیں۔ زادی کے خواب کی تعبیر کیلئے ستر سال سے میدان کار زار میں اپنا تن من دھن قربان کر رہے: [4, 761, 113, 950]
continued-box-96: [226, 1315, 324, 1335]
relief-goods-photo: [2, 395, 540, 502]
email-label: E-mail:: [611, 77, 645, 89]
photo-banner: [2, 505, 540, 520]
goods-item: [67, 455, 85, 490]
continued-number: 80: [546, 167, 563, 183]
continued-box-101: [121, 1052, 216, 1072]
goods-item: [209, 451, 231, 475]
continued-label: بقیہ: [90, 1075, 109, 1091]
continued-label: بقیہ: [195, 844, 214, 860]
continued-box-84: [544, 955, 639, 975]
continued-number: 107: [7, 1075, 30, 1091]
continued-number: 84: [546, 957, 563, 973]
